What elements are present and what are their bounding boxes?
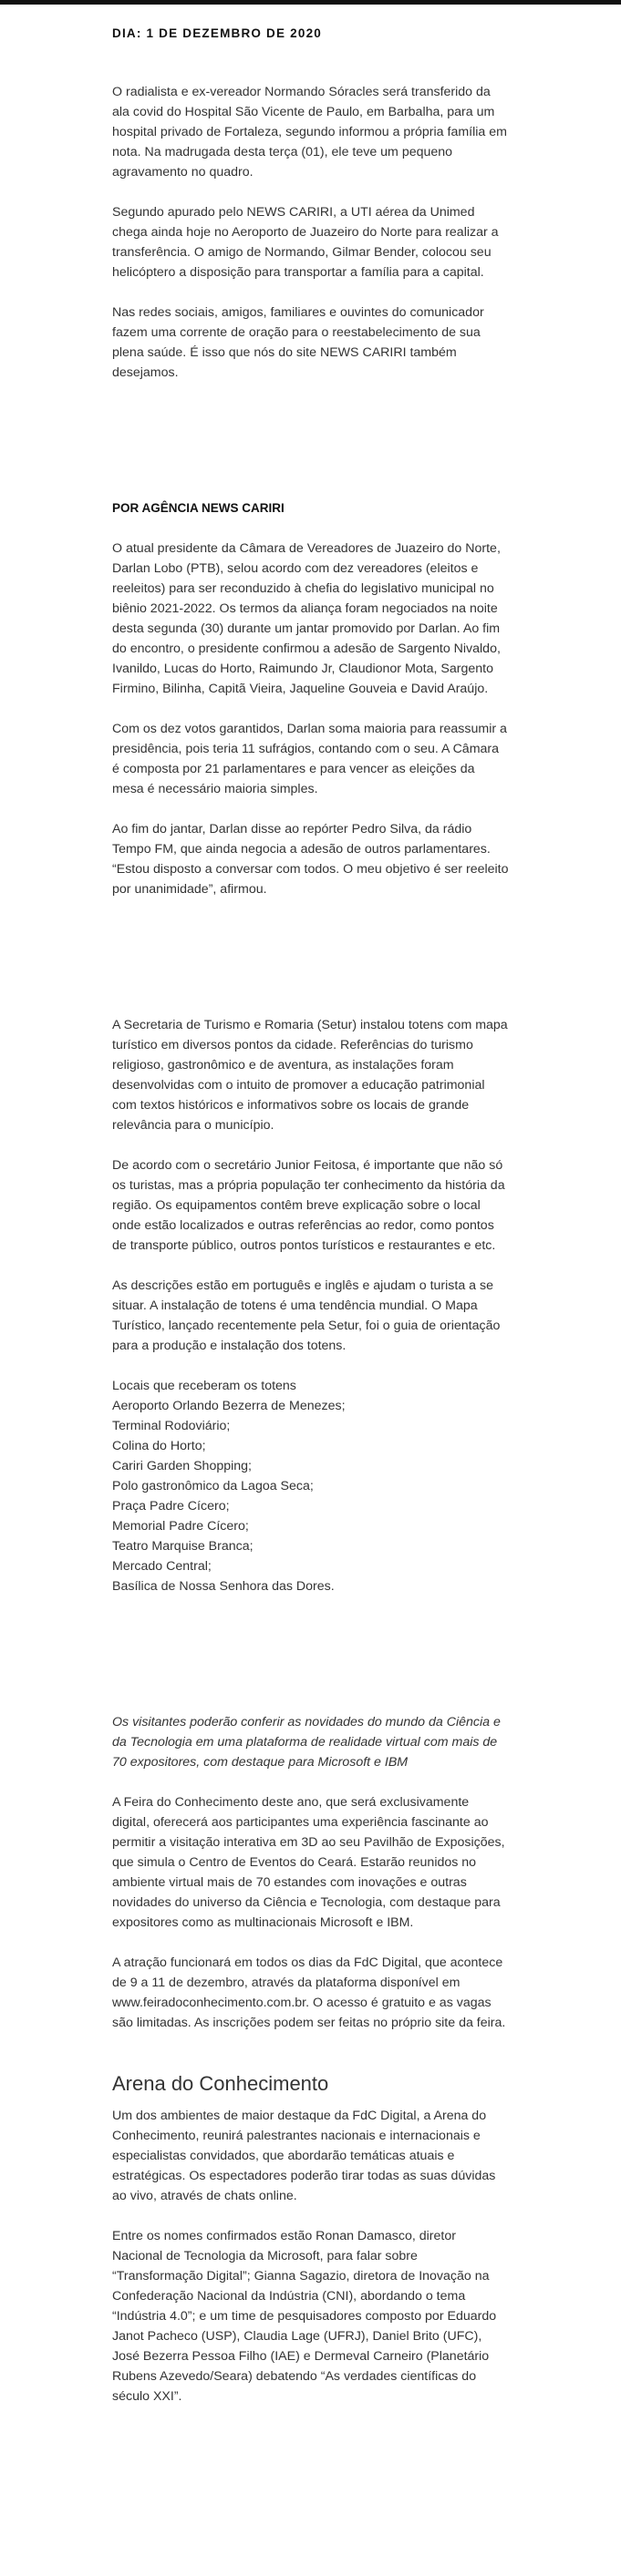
list-item: Teatro Marquise Branca;	[112, 1539, 254, 1554]
list-item: Cariri Garden Shopping;	[112, 1459, 252, 1473]
paragraph: A atração funcionará em todos os dias da FdC Digital, que acontece de 9 a 11 de dezembro, através da plataforma disponível em www.feiradoconhecimento.com.br. O acesso é gratuito e as vagas são limitadas. As inscrições podem ser feitas no próprio site da feira.	[112, 1955, 506, 2030]
paragraph: Entre os nomes confirmados estão Ronan Damasco, diretor Nacional de Tecnologia da Microsoft, para falar sobre “Transformação Digital”; Gianna Sagazio, diretora de Inovação na Confederação Nacional da Indústria (CNI), abordando o tema “Indústria 4.0”; e um time de pesquisadores composto por Eduardo Janot Pacheco (USP), Claudia Lage (UFRJ), Daniel Brito (UFC), José Bezerra Pessoa Filho (IAE) e Dermeval Carneiro (Planetário Rubens Azevedo/Seara) debatendo “As verdades científicas do século XXI”.	[112, 2229, 497, 2404]
list-item: Mercado Central;	[112, 1559, 212, 1574]
main-content	[0, 26, 621, 2407]
date-heading: DIA: 1 DE DEZEMBRO DE 2020	[112, 26, 322, 40]
article-camara	[112, 498, 509, 899]
paragraph: O radialista e ex-vereador Normando Sóracles será transferido da ala covid do Hospital São Vicente de Paulo, em Barbalha, para um hospital privado de Fortaleza, segundo informou a própria família em nota. Na madrugada desta terça (01), ele teve um pequeno agravamento no quadro.	[112, 85, 507, 180]
article-lead: Os visitantes poderão conferir as novidades do mundo da Ciência e da Tecnologia em uma plataforma de realidade virtual com mais de 70 expositores, com destaque para Microsoft e IBM	[112, 1715, 501, 1770]
byline: POR AGÊNCIA NEWS CARIRI	[112, 501, 285, 515]
paragraph: Nas redes sociais, amigos, familiares e ouvintes do comunicador fazem uma corrente de oração para o reestabelecimento de sua plena saúde. É isso que nós do site NEWS CARIRI também desejamos.	[112, 305, 484, 380]
paragraph: A Secretaria de Turismo e Romaria (Setur) instalou totens com mapa turístico em diversos pontos da cidade. Referências do turismo religioso, gastronômico e de aventura, as instalações foram desenvolvidas com o intuito de promover a educação patrimonial com textos históricos e informativos sobre os locais de grande relevância para o município.	[112, 1018, 508, 1133]
paragraph: Ao fim do jantar, Darlan disse ao repórter Pedro Silva, da rádio Tempo FM, que ainda negocia a adesão de outros parlamentares. “Estou disposto a conversar com todos. O meu objetivo é ser reeleito por unanimidade”, afirmou.	[112, 822, 509, 897]
list-item: Terminal Rodoviário;	[112, 1419, 231, 1433]
paragraph: Com os dez votos garantidos, Darlan soma maioria para reassumir a presidência, pois teria 11 sufrágios, contando com o seu. A Câmara é composta por 21 parlamentares e para vencer as eleições da mesa é necessário maioria simples.	[112, 722, 507, 796]
list-item: Aeroporto Orlando Bezerra de Menezes;	[112, 1399, 346, 1413]
paragraph: A Feira do Conhecimento deste ano, que será exclusivamente digital, oferecerá aos participantes uma experiência fascinante ao permitir a visitação interativa em 3D ao seu Pavilhão de Exposições, que simula o Centro de Eventos do Ceará. Estarão reunidos no ambiente virtual mais de 70 estandes com inovações e outras novidades do universo da Ciência e Tecnologia, com destaque para expositores como as multinacionais Microsoft e IBM.	[112, 1795, 505, 1930]
list-item: Memorial Padre Cícero;	[112, 1519, 249, 1534]
article-normando	[112, 82, 509, 383]
list-item: Colina do Horto;	[112, 1439, 206, 1453]
list-item: Polo gastronômico da Lagoa Seca;	[112, 1479, 314, 1493]
section-title: Arena do Conhecimento	[112, 2072, 329, 2095]
top-bar	[0, 0, 621, 5]
article-totens	[112, 1015, 509, 1596]
list-item: Basílica de Nossa Senhora das Dores.	[112, 1579, 335, 1594]
locations-intro: Locais que receberam os totens	[112, 1379, 296, 1393]
paragraph: Um dos ambientes de maior destaque da FdC Digital, a Arena do Conhecimento, reunirá palestrantes nacionais e internacionais e especialistas convidados, que abordarão temáticas atuais e estratégicas. Os espectadores poderão tirar todas as suas dúvidas ao vivo, através de chats online.	[112, 2109, 496, 2203]
paragraph: O atual presidente da Câmara de Vereadores de Juazeiro do Norte, Darlan Lobo (PTB), selou acordo com dez vereadores (eleitos e reeleitos) para ser reconduzido à chefia do legislativo municipal no biênio 2021-2022. Os termos da aliança foram negociados na noite desta segunda (30) durante um jantar promovido por Darlan. Ao fim do encontro, o presidente confirmou a adesão de Sargento Nivaldo, Ivanildo, Lucas do Horto, Raimundo Jr, Claudionor Mota, Sargento Firmino, Bilinha, Capitã Vieira, Jaqueline Gouveia e David Araújo.	[112, 541, 501, 696]
list-item: Praça Padre Cícero;	[112, 1499, 230, 1514]
paragraph: Segundo apurado pelo NEWS CARIRI, a UTI aérea da Unimed chega ainda hoje no Aeroporto de Juazeiro do Norte para realizar a transferência. O amigo de Normando, Gilmar Bender, colocou seu helicóptero a disposição para transportar a família para a capital.	[112, 205, 499, 280]
paragraph: De acordo com o secretário Junior Feitosa, é importante que não só os turistas, mas a própria população ter conhecimento da história da região. Os equipamentos contêm breve explicação sobre o local onde estão localizados e outras referências ao redor, como pontos de transporte público, outros pontos turísticos e restaurantes e etc.	[112, 1158, 505, 1253]
article-feira-conhecimento	[112, 1712, 509, 2407]
locations-list	[112, 1376, 509, 1596]
paragraph: As descrições estão em português e inglês e ajudam o turista a se situar. A instalação de totens é uma tendência mundial. O Mapa Turístico, lançado recentemente pela Setur, foi o guia de orientação para a produção e instalação dos totens.	[112, 1278, 501, 1353]
